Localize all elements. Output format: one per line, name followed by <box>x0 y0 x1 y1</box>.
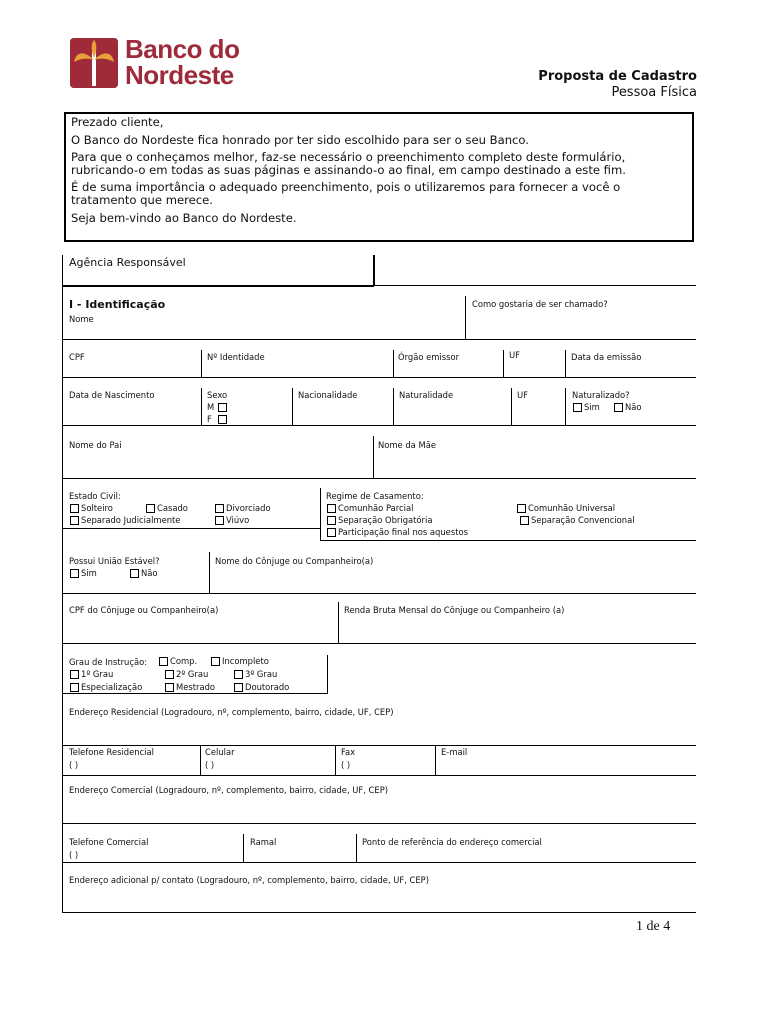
divider <box>243 834 244 863</box>
ramal-input[interactable] <box>246 848 354 862</box>
divider <box>201 350 202 378</box>
divider <box>201 388 202 425</box>
divider <box>565 350 566 378</box>
cpf-input[interactable] <box>66 362 199 376</box>
intro-paragraph-4: Seja bem-vindo ao Banco do Nordeste. <box>71 210 297 225</box>
comp-text: Comp. <box>170 656 198 666</box>
form-subtitle: Pessoa Física <box>611 85 697 100</box>
uniao-sim-option[interactable] <box>70 568 97 578</box>
end-residencial-input[interactable] <box>66 719 696 745</box>
email-label: E-mail <box>441 747 468 757</box>
naturalizado-nao-option[interactable] <box>614 402 642 412</box>
nascimento-label: Data de Nascimento <box>69 390 155 400</box>
grau2-text: 2º Grau <box>176 669 209 679</box>
uf-label: UF <box>509 350 520 360</box>
data-emissao-label: Data da emissão <box>571 352 642 362</box>
orgao-label: Órgão emissor <box>398 352 460 362</box>
divider <box>338 602 339 643</box>
casado-option[interactable] <box>146 503 188 513</box>
incompleto-checkbox[interactable] <box>211 657 220 666</box>
divider <box>320 488 321 540</box>
obrigatoria-text: Separação Obrigatória <box>338 515 433 525</box>
sexo-label: Sexo <box>207 390 228 400</box>
viuvo-option[interactable] <box>215 515 249 525</box>
incompleto-option[interactable] <box>211 656 269 666</box>
intro-paragraph-2: Para que o conheçamos melhor, faz-se necessário o preenchimento completo deste formulário, rubricando-o em todas as suas páginas e assinando-o ao final, em campo destinado a este fim. <box>71 150 626 177</box>
end-comercial-input[interactable] <box>66 797 696 823</box>
divorciado-option[interactable] <box>215 503 271 513</box>
naturalidade-label: Naturalidade <box>399 390 454 400</box>
parcial-checkbox[interactable] <box>327 504 336 513</box>
tel-residencial-label: Telefone Residencial <box>69 747 154 757</box>
identidade-label: Nº Identidade <box>207 352 265 362</box>
universal-text: Comunhão Universal <box>528 503 616 513</box>
divider <box>62 745 696 746</box>
divider <box>465 296 466 339</box>
uniao-label: Possui União Estável? <box>69 556 160 566</box>
uf2-label: UF <box>517 390 528 400</box>
naturalizado-nao-checkbox[interactable] <box>614 403 623 412</box>
chamado-input[interactable] <box>468 312 696 338</box>
divider <box>511 388 512 425</box>
sexo-m-text: M <box>207 402 215 412</box>
separado-option[interactable] <box>70 515 180 525</box>
aquestos-checkbox[interactable] <box>327 528 336 537</box>
divider <box>320 540 696 541</box>
grau2-option[interactable] <box>165 669 208 679</box>
grau1-checkbox[interactable] <box>70 670 79 679</box>
ramal-label: Ramal <box>250 837 277 847</box>
uf2-input[interactable] <box>514 402 562 422</box>
uniao-sim-checkbox[interactable] <box>70 569 79 578</box>
casado-text: Casado <box>157 503 188 513</box>
divider <box>356 834 357 863</box>
section-identificacao-title: I - Identificação <box>69 298 166 311</box>
nacionalidade-label: Nacionalidade <box>298 390 358 400</box>
cpf-label: CPF <box>69 352 85 362</box>
celular-label: Celular <box>205 747 235 757</box>
ponto-ref-input[interactable] <box>359 848 696 862</box>
end-comercial-label: Endereço Comercial (Logradouro, nº, complemento, bairro, cidade, UF, CEP) <box>69 785 389 795</box>
chamado-label: Como gostaria de ser chamado? <box>472 299 608 309</box>
uniao-nao-text: Não <box>141 568 158 578</box>
divider <box>503 350 504 378</box>
divider <box>373 255 375 286</box>
identidade-input[interactable] <box>204 362 390 376</box>
renda-conjuge-input[interactable] <box>341 617 696 641</box>
regime-label: Regime de Casamento: <box>326 491 424 501</box>
convencional-option[interactable] <box>520 515 635 525</box>
sexo-f-checkbox[interactable] <box>218 415 227 424</box>
pai-input[interactable] <box>66 452 370 476</box>
naturalizado-label: Naturalizado? <box>572 390 630 400</box>
convencional-text: Separação Convencional <box>531 515 635 525</box>
doutorado-checkbox[interactable] <box>234 683 243 692</box>
obrigatoria-checkbox[interactable] <box>327 516 336 525</box>
nome-input[interactable] <box>66 325 462 339</box>
universal-checkbox[interactable] <box>517 504 526 513</box>
viuvo-text: Viúvo <box>226 515 250 525</box>
obrigatoria-option[interactable] <box>327 515 432 525</box>
fax-ddd[interactable]: ( ) <box>341 760 351 770</box>
separado-checkbox[interactable] <box>70 516 79 525</box>
doutorado-text: Doutorado <box>245 682 290 692</box>
bank-logo-icon <box>70 38 118 88</box>
conjuge-input[interactable] <box>212 568 696 592</box>
intro-paragraph-1: O Banco do Nordeste fica honrado por ter sido escolhido para ser o seu Banco. <box>71 132 529 147</box>
naturalizado-sim-option[interactable] <box>573 402 600 412</box>
end-adicional-input[interactable] <box>66 887 696 911</box>
divider <box>62 643 696 644</box>
nascimento-input[interactable] <box>66 402 199 422</box>
especializacao-checkbox[interactable] <box>70 683 79 692</box>
tel-residencial-ddd[interactable]: ( ) <box>69 760 79 770</box>
naturalizado-sim-checkbox[interactable] <box>573 403 582 412</box>
solteiro-checkbox[interactable] <box>70 504 79 513</box>
estado-civil-label: Estado Civil: <box>69 491 121 501</box>
incompleto-text: Incompleto <box>222 656 269 666</box>
bank-logo-text <box>125 36 239 88</box>
separado-text: Separado Judicialmente <box>81 515 181 525</box>
logo-line-2: Nordeste <box>125 60 234 90</box>
tel-comercial-label: Telefone Comercial <box>69 837 149 847</box>
logo-line-1: Banco do <box>125 34 240 64</box>
naturalizado-nao-text: Não <box>625 402 642 412</box>
universal-option[interactable] <box>517 503 615 513</box>
divorciado-checkbox[interactable] <box>215 504 224 513</box>
divider <box>62 693 328 694</box>
divider <box>565 388 566 425</box>
divider <box>327 655 328 694</box>
doutorado-option[interactable] <box>234 682 289 692</box>
email-input[interactable] <box>438 758 696 774</box>
agencia-input[interactable] <box>378 256 696 286</box>
mae-input[interactable] <box>376 452 696 476</box>
aquestos-option[interactable] <box>327 527 468 537</box>
grau3-checkbox[interactable] <box>234 670 243 679</box>
divider <box>200 745 201 775</box>
divider <box>62 862 696 863</box>
nacionalidade-input[interactable] <box>295 402 390 422</box>
nome-label: Nome <box>69 314 94 324</box>
grau3-option[interactable] <box>234 669 277 679</box>
grau1-option[interactable] <box>70 669 113 679</box>
divider <box>62 285 696 286</box>
form-left-border <box>62 255 63 913</box>
parcial-option[interactable] <box>327 503 413 513</box>
grau1-text: 1º Grau <box>81 669 114 679</box>
cpf-conjuge-label: CPF do Cônjuge ou Companheiro(a) <box>69 605 219 615</box>
convencional-checkbox[interactable] <box>520 516 529 525</box>
grau3-text: 3º Grau <box>245 669 278 679</box>
uniao-sim-text: Sim <box>81 568 97 578</box>
conjuge-label: Nome do Cônjuge ou Companheiro(a) <box>215 556 374 566</box>
naturalidade-input[interactable] <box>396 402 508 422</box>
agencia-label: Agência Responsável <box>69 256 186 269</box>
aquestos-text: Participação final nos aquestos <box>338 527 468 537</box>
sexo-m-option[interactable] <box>207 402 229 412</box>
divider <box>62 339 696 340</box>
data-emissao-input[interactable] <box>568 362 696 376</box>
divider <box>373 436 374 478</box>
orgao-input[interactable] <box>396 362 500 376</box>
sexo-f-option[interactable] <box>207 414 229 424</box>
mestrado-checkbox[interactable] <box>165 683 174 692</box>
comp-option[interactable] <box>159 656 197 666</box>
celular-ddd[interactable]: ( ) <box>205 760 215 770</box>
instrucao-label: Grau de Instrução: <box>69 657 148 667</box>
divider <box>292 388 293 425</box>
mestrado-option[interactable] <box>165 682 215 692</box>
tel-comercial-ddd[interactable]: ( ) <box>69 850 79 860</box>
divider <box>62 478 696 479</box>
uf-input[interactable] <box>506 362 562 376</box>
page-number: 1 de 4 <box>636 919 671 934</box>
end-residencial-label: Endereço Residencial (Logradouro, nº, complemento, bairro, cidade, UF, CEP) <box>69 707 394 717</box>
naturalizado-sim-text: Sim <box>584 402 600 412</box>
uniao-nao-checkbox[interactable] <box>130 569 139 578</box>
ponto-ref-label: Ponto de referência do endereço comercial <box>362 837 542 847</box>
divider <box>62 528 320 529</box>
sexo-m-checkbox[interactable] <box>218 403 227 412</box>
divider <box>62 823 696 824</box>
casado-checkbox[interactable] <box>146 504 155 513</box>
fax-label: Fax <box>341 747 356 757</box>
divider <box>62 912 696 913</box>
divider <box>62 425 696 426</box>
intro-paragraph-3: É de suma importância o adequado preenchimento, pois o utilizaremos para fornecer a você o tratamento que merece. <box>71 180 621 207</box>
divider <box>62 593 696 594</box>
divider <box>62 775 696 776</box>
especializacao-option[interactable] <box>70 682 142 692</box>
divorciado-text: Divorciado <box>226 503 271 513</box>
solteiro-option[interactable] <box>70 503 113 513</box>
parcial-text: Comunhão Parcial <box>338 503 414 513</box>
grau2-checkbox[interactable] <box>165 670 174 679</box>
sexo-f-text: F <box>207 414 212 424</box>
divider <box>393 388 394 425</box>
divider <box>393 350 394 378</box>
especializacao-text: Especialização <box>81 682 143 692</box>
cpf-conjuge-input[interactable] <box>66 617 336 641</box>
comp-checkbox[interactable] <box>159 657 168 666</box>
intro-greeting: Prezado cliente, <box>71 115 164 129</box>
renda-conjuge-label: Renda Bruta Mensal do Cônjuge ou Companheiro (a) <box>344 605 565 615</box>
divider <box>335 745 336 775</box>
mae-label: Nome da Mãe <box>378 440 436 450</box>
form-title: Proposta de Cadastro <box>538 69 697 84</box>
mestrado-text: Mestrado <box>176 682 216 692</box>
divider <box>62 377 696 378</box>
uniao-nao-option[interactable] <box>130 568 158 578</box>
viuvo-checkbox[interactable] <box>215 516 224 525</box>
divider <box>435 745 436 775</box>
solteiro-text: Solteiro <box>81 503 113 513</box>
pai-label: Nome do Pai <box>69 440 122 450</box>
end-adicional-label: Endereço adicional p/ contato (Logradouro, nº, complemento, bairro, cidade, UF, CEP) <box>69 875 430 885</box>
divider <box>209 552 210 593</box>
intro-box <box>64 112 694 242</box>
